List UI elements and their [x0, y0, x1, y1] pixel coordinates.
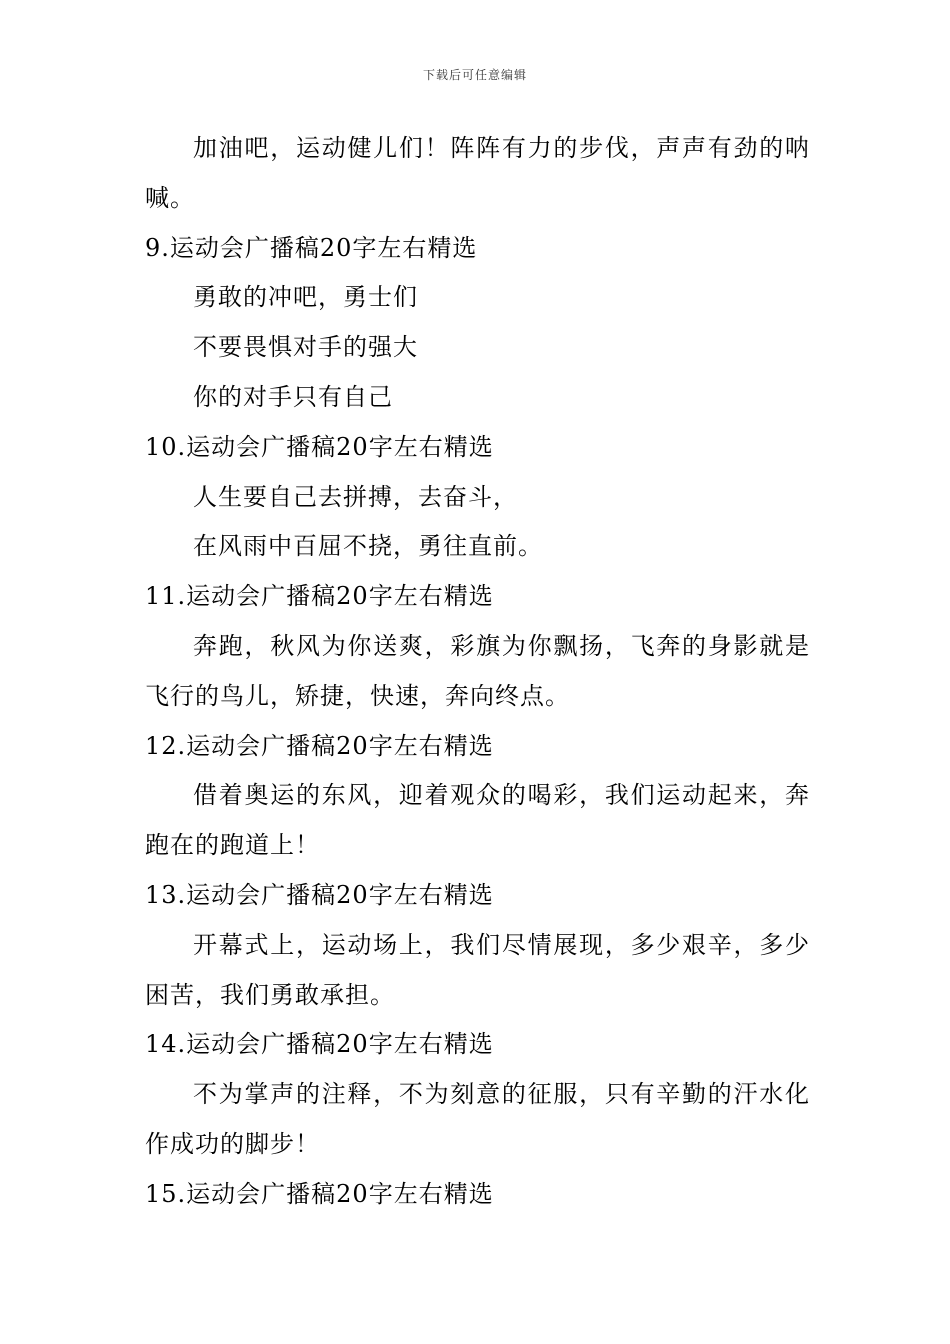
paragraph: 借着奥运的东风，迎着观众的喝彩，我们运动起来，奔跑在的跑道上！: [145, 781, 810, 860]
document-body: [145, 124, 810, 1220]
paragraph: 奔跑，秋风为你送爽，彩旗为你飘扬，飞奔的身影就是飞行的鸟儿，矫捷，快速，奔向终点。: [145, 631, 810, 710]
paragraph: 在风雨中百屈不挠，勇往直前。: [193, 532, 543, 561]
section-heading: 12.运动会广播稿20字左右精选: [145, 731, 494, 760]
section-heading: 9.运动会广播稿20字左右精选: [145, 233, 478, 262]
header-note: 下载后可任意编辑: [422, 68, 527, 82]
section-heading: 11.运动会广播稿20字左右精选: [145, 582, 494, 611]
section-heading: 13.运动会广播稿20字左右精选: [145, 880, 494, 909]
paragraph: 加油吧，运动健儿们！阵阵有力的步伐，声声有劲的呐喊。: [145, 134, 810, 212]
paragraph: 你的对手只有自己: [193, 382, 393, 411]
paragraph: 人生要自己去拼搏，去奋斗，: [193, 482, 518, 511]
section-heading: 14.运动会广播稿20字左右精选: [145, 1030, 494, 1059]
paragraph: 不为掌声的注释，不为刻意的征服，只有辛勤的汗水化作成功的脚步！: [145, 1080, 810, 1158]
section-heading: 15.运动会广播稿20字左右精选: [145, 1179, 494, 1208]
paragraph: 勇敢的冲吧，勇士们: [193, 283, 418, 312]
paragraph: 不要畏惧对手的强大: [193, 333, 418, 362]
section-heading: 10.运动会广播稿20字左右精选: [145, 432, 494, 461]
paragraph: 开幕式上，运动场上，我们尽情展现，多少艰辛，多少困苦，我们勇敢承担。: [145, 930, 810, 1009]
